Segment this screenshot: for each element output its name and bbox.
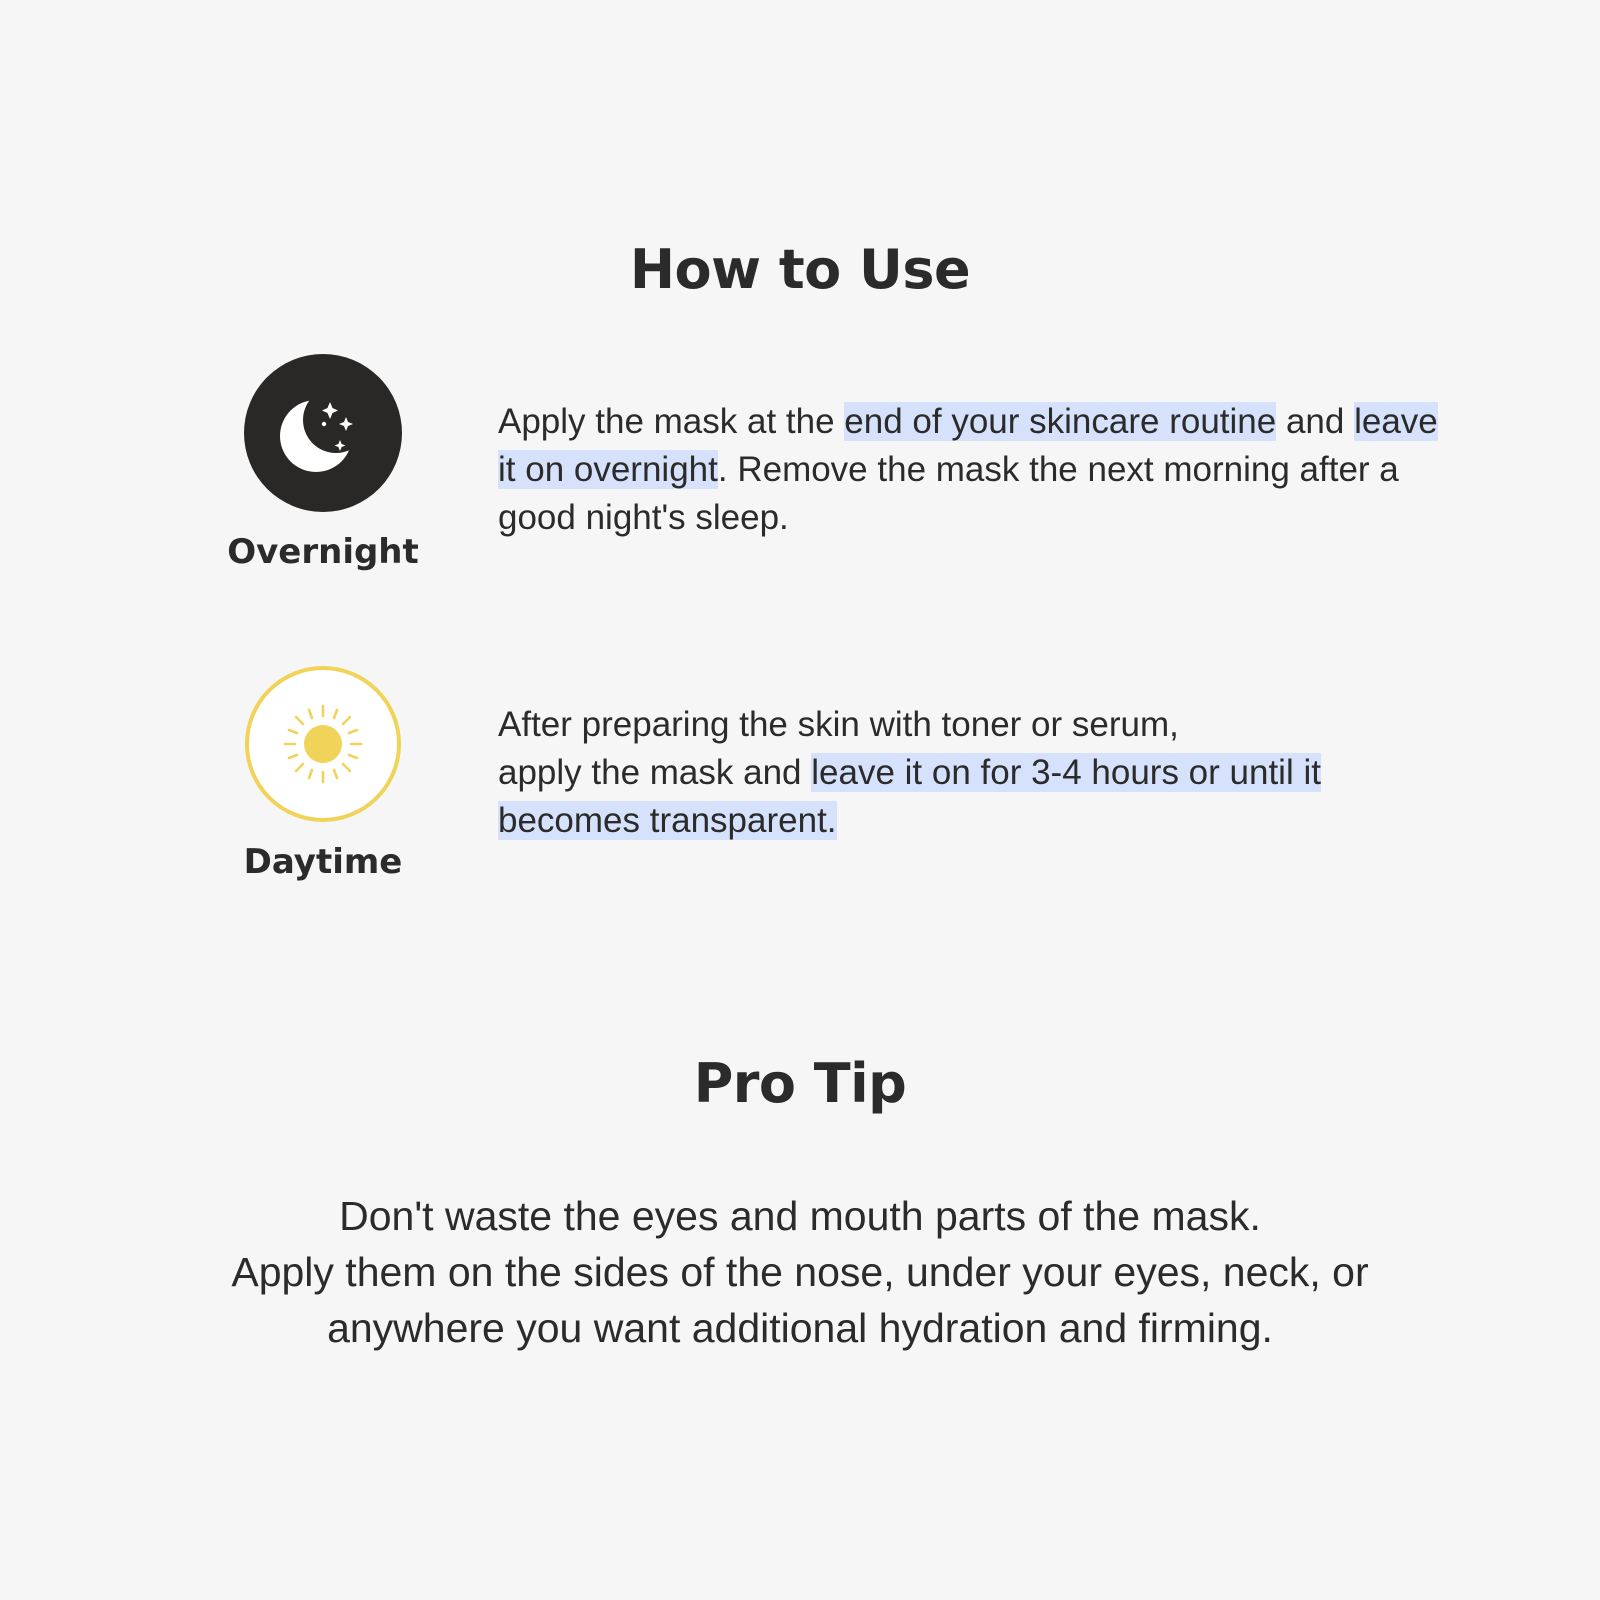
pro-tip-text [0,1188,1600,1356]
how-to-use-title: How to Use [629,238,971,301]
pro-tip-line: Apply them on the sides of the nose, under your eyes, neck, or [231,1249,1369,1295]
moon-stars-icon [244,354,402,512]
sun-icon [245,666,401,822]
overnight-label: Overnight [227,532,419,572]
daytime-description: After preparing the skin with toner or serum, apply the mask and leave it on for 3-4 hours or until it becomes transparent. [498,705,1321,840]
overnight-highlight-leave: leave it on overnight [498,402,1438,489]
pro-tip-line: Don't waste the eyes and mouth parts of the mask. [339,1193,1261,1239]
daytime-highlight-leave: leave it on for 3-4 hours or until it becomes transparent. [498,753,1321,840]
daytime-label: Daytime [243,842,403,882]
overnight-highlight-routine: end of your skincare routine [844,402,1277,441]
pro-tip-title: Pro Tip [693,1052,907,1115]
overnight-description: Apply the mask at the end of your skincare routine and leave it on overnight. Remove the mask the next morning after a good night's sleep. [498,402,1438,537]
pro-tip-line: anywhere you want additional hydration and firming. [327,1305,1273,1351]
